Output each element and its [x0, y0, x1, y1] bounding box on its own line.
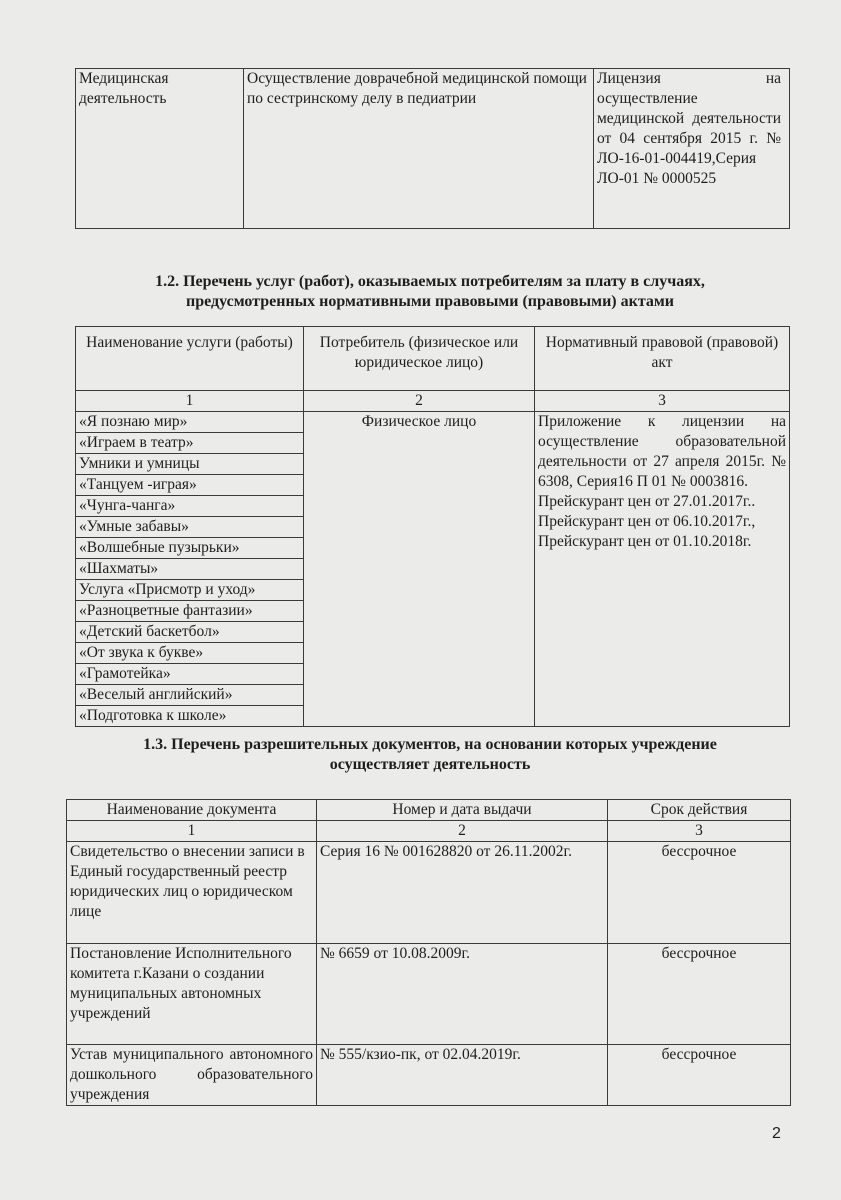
service-item: «Шахматы»: [76, 559, 304, 580]
permits-header-number: Номер и дата выдачи: [317, 800, 608, 821]
license-table: [75, 68, 790, 229]
section-1-3-title-line2: осуществляет деятельность: [329, 756, 531, 773]
permit-name: Постановление Исполнительного комитета г.Казани о создании муниципальных автономных учреждений: [67, 944, 317, 1045]
act-price-1: Прейскурант цен от 27.01.2017г..: [538, 493, 756, 510]
act-price-2: Прейскурант цен от 06.10.2017г.,: [538, 513, 756, 530]
permits-header-name: Наименование документа: [67, 800, 317, 821]
permit-name: Устав муниципального автономного дошкольного образовательного учреждения: [67, 1045, 317, 1106]
permit-number: Серия 16 № 001628820 от 26.11.2002г.: [317, 842, 608, 944]
permit-term: бессрочное: [608, 842, 791, 944]
service-item: Умники и умницы: [76, 454, 304, 475]
permits-col-num-3: 3: [608, 821, 791, 842]
permit-number: № 555/кзио-пк, от 02.04.2019г.: [317, 1045, 608, 1106]
page-number: 2: [772, 1125, 781, 1142]
service-item: «Танцуем -играя»: [76, 475, 304, 496]
services-header-consumer: Потребитель (физическое или юридическое лицо): [304, 327, 535, 391]
service-item: «Волшебные пузырьки»: [76, 538, 304, 559]
service-item: «Чунга-чанга»: [76, 496, 304, 517]
permit-term: бессрочное: [608, 1045, 791, 1106]
activity-cell: Медицинская деятельность: [76, 69, 244, 229]
service-item: «Разноцветные фантазии»: [76, 601, 304, 622]
services-header-act: Нормативный правовой (правовой) акт: [535, 327, 790, 391]
services-col-num-1: 1: [76, 391, 304, 412]
permits-table: [66, 799, 791, 1106]
service-item: «Умные забавы»: [76, 517, 304, 538]
license-cell: Лицензия на осуществление медицинской деятельности от 04 сентября 2015 г. № ЛО-16-01-004419,Серия ЛО-01 № 0000525: [594, 69, 790, 229]
service-item: «От звука к букве»: [76, 643, 304, 664]
permit-name: Свидетельство о внесении записи в Единый государственный реестр юридических лиц о юридическом лице: [67, 842, 317, 944]
activity-description-cell: Осуществление доврачебной медицинской помощи по сестринскому делу в педиатрии: [244, 69, 594, 229]
services-table: [75, 326, 790, 727]
services-header-name: Наименование услуги (работы): [76, 327, 304, 391]
services-col-num-2: 2: [304, 391, 535, 412]
service-item: Услуга «Присмотр и уход»: [76, 580, 304, 601]
section-1-3-title-line1: 1.3. Перечень разрешительных документов, на основании которых учреждение: [143, 736, 717, 753]
section-1-2-title: [60, 272, 800, 312]
act-cell: [535, 412, 790, 727]
act-main: Приложение к лицензии на осуществление образовательной деятельности от 27 апреля 2015г. № 6308, Серия16 П 01 № 0003816.: [538, 413, 786, 490]
section-1-2-title-line2: предусмотренных нормативными правовыми (правовыми) актами: [185, 293, 674, 310]
act-price-3: Прейскурант цен от 01.10.2018г.: [538, 533, 752, 550]
service-item: «Детский баскетбол»: [76, 622, 304, 643]
services-col-num-3: 3: [535, 391, 790, 412]
service-item: «Подготовка к школе»: [76, 706, 304, 727]
service-item: «Я познаю мир»: [76, 412, 304, 433]
section-1-2-title-line1: 1.2. Перечень услуг (работ), оказываемых потребителям за плату в случаях,: [155, 273, 705, 290]
permits-col-num-1: 1: [67, 821, 317, 842]
permit-number: № 6659 от 10.08.2009г.: [317, 944, 608, 1045]
permits-col-num-2: 2: [317, 821, 608, 842]
service-item: «Веселый английский»: [76, 685, 304, 706]
permit-term: бессрочное: [608, 944, 791, 1045]
consumer-cell: Физическое лицо: [304, 412, 535, 727]
section-1-3-title: [60, 735, 800, 775]
service-item: «Грамотейка»: [76, 664, 304, 685]
permits-header-term: Срок действия: [608, 800, 791, 821]
service-item: «Играем в театр»: [76, 433, 304, 454]
